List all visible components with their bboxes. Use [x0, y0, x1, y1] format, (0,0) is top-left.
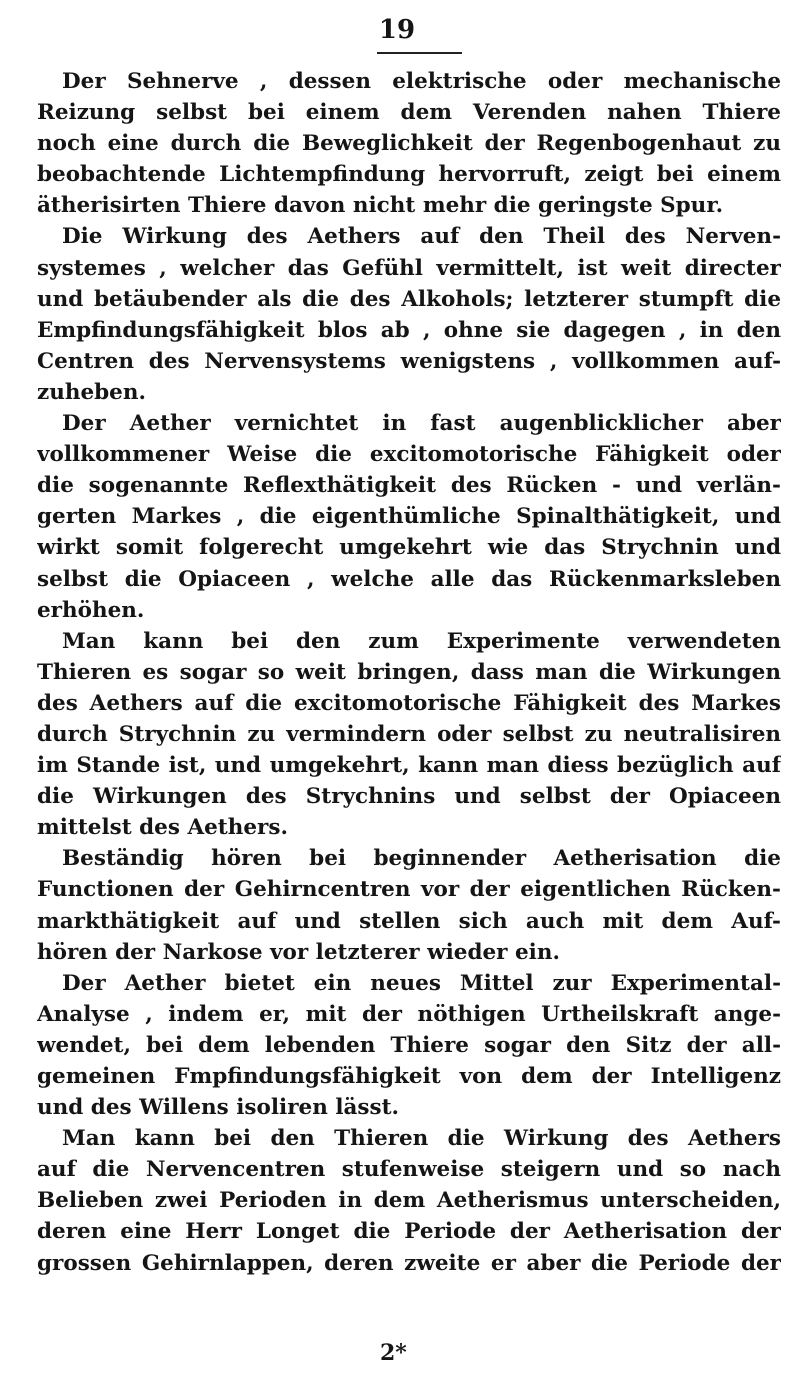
- text-line: Functionen der Gehirncentren vor der eigentlichen Rücken-: [37, 877, 781, 903]
- text-line: durch Strychnin zu vermindern oder selbst zu neutralisiren: [37, 721, 781, 747]
- text-line: vollkommener Weise die excitomotorische Fähigkeit oder: [37, 442, 781, 468]
- printer-signature-mark: 2*: [380, 1340, 407, 1366]
- text-line: wendet, bei dem lebenden Thiere sogar den Sitz der all-: [37, 1032, 781, 1058]
- text-line: Man kann bei den zum Experimente verwendeten: [62, 628, 781, 654]
- page-number-rule: [377, 52, 462, 54]
- text-line: markthätigkeit auf und stellen sich auch mit dem Auf-: [37, 908, 781, 934]
- text-line: beobachtende Lichtempfindung hervorruft, zeigt bei einem: [37, 162, 781, 188]
- text-line: die sogenannte Reflexthätigkeit des Rücken - und verlän-: [37, 473, 781, 499]
- text-line: gemeinen Fmpfindungsfähigkeit von dem der Intelligenz: [37, 1064, 781, 1089]
- text-line: und des Willens isoliren lässt.: [37, 1095, 400, 1121]
- text-line: Der Sehnerve , dessen elektrische oder mechanische: [62, 69, 781, 94]
- text-line: grossen Gehirnlappen, deren zweite er aber die Periode der: [37, 1250, 781, 1276]
- text-line: die Wirkungen des Strychnins und selbst der Opiaceen: [37, 784, 781, 810]
- text-line: systemes , welcher das Gefühl vermittelt, ist weit directer: [37, 255, 781, 281]
- text-line: Centren des Nervensystems wenigstens , vollkommen auf-: [37, 348, 781, 374]
- text-line: auf die Nervencentren stufenweise steigern und so nach: [37, 1157, 781, 1183]
- text-line: Man kann bei den Thieren die Wirkung des Aethers: [62, 1126, 781, 1152]
- text-line: Beständig hören bei beginnender Aetherisation die: [62, 846, 781, 872]
- text-line: Analyse , indem er, mit der nöthigen Urtheilskraft ange-: [37, 1001, 781, 1027]
- text-line: gerten Markes , die eigenthümliche Spinalthätigkeit, und: [37, 504, 781, 530]
- text-line: deren eine Herr Longet die Periode der Aetherisation der: [37, 1219, 781, 1245]
- text-line: erhöhen.: [37, 597, 145, 623]
- text-line: selbst die Opiaceen , welche alle das Rückenmarksleben: [37, 566, 781, 592]
- text-line: im Stande ist, und umgekehrt, kann man diess bezüglich auf: [37, 753, 781, 779]
- text-line: Belieben zwei Perioden in dem Aetherismus unterscheiden,: [37, 1188, 781, 1214]
- text-line: Der Aether vernichtet in fast augenblicklicher aber: [62, 411, 781, 437]
- text-line: Die Wirkung des Aethers auf den Theil des Nerven-: [62, 224, 781, 250]
- text-line: hören der Narkose vor letzterer wieder ein.: [37, 939, 560, 965]
- text-line: mittelst des Aethers.: [37, 815, 288, 841]
- text-line: noch eine durch die Beweglichkeit der Regenbogenhaut zu: [37, 131, 781, 157]
- text-line: des Aethers auf die excitomotorische Fähigkeit des Markes: [37, 690, 781, 716]
- text-line: zuheben.: [37, 379, 146, 405]
- text-line: wirkt somit folgerecht umgekehrt wie das Strychnin und: [37, 535, 781, 561]
- text-line: Der Aether bietet ein neues Mittel zur Experimental-: [62, 970, 781, 996]
- text-line: ätherisirten Thiere davon nicht mehr die geringste Spur.: [37, 193, 724, 219]
- text-line: Reizung selbst bei einem dem Verenden nahen Thiere: [37, 100, 781, 126]
- body-text: [37, 66, 781, 1279]
- text-line: Thieren es sogar so weit bringen, dass man die Wirkungen: [37, 659, 781, 685]
- text-line: und betäubender als die des Alkohols; letzterer stumpft die: [37, 286, 781, 312]
- page-number: 19: [378, 15, 416, 45]
- text-line: Empfindungsfähigkeit blos ab , ohne sie dagegen , in den: [37, 317, 781, 343]
